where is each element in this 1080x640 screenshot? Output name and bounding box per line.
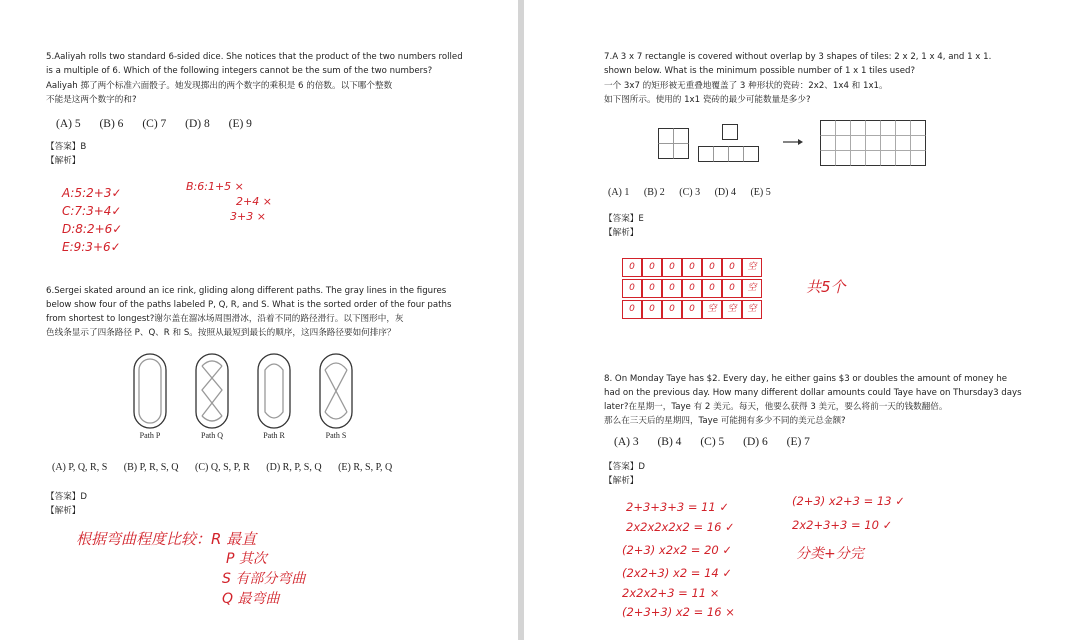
q6-option-a: (A) P, Q, R, S: [52, 462, 108, 473]
q8-hw-l3: (2+3) x2x2 = 20 ✓: [622, 543, 733, 557]
right-page: [524, 0, 1080, 640]
q7-options: [608, 187, 771, 198]
q8-option-e: (E) 7: [786, 436, 810, 448]
q8-answer: 【答案】D: [604, 462, 645, 472]
tile-1x4-figure: [699, 147, 759, 162]
q5-option-d: (D) 8: [185, 118, 210, 130]
grid-outline: [821, 121, 926, 166]
q5-hw-b3: 3+3 ×: [230, 210, 266, 223]
path-q-figure: [196, 354, 228, 428]
grid-cell: 0: [622, 279, 642, 298]
q5-text-zh-1: Aaliyah 掷了两个标准六面骰子。她发现掷出的两个数字的乘积是 6 的倍数。以下哪个整数: [46, 81, 393, 91]
q6-text-en-1: 6.Sergei skated around an ice rink, gliding along different paths. The gray lines in the figures: [46, 286, 447, 296]
caption-path-s: Path S: [325, 431, 347, 440]
grid-cell: 0: [722, 258, 742, 277]
q6-analysis: 【解析】: [46, 506, 81, 516]
q5-analysis: 【解析】: [46, 156, 81, 166]
q8-option-c: (C) 5: [700, 436, 725, 448]
q8-option-b: (B) 4: [657, 436, 682, 448]
q8-hw-l1: 2+3+3+3 = 11 ✓: [626, 500, 730, 514]
grid-cell: 0: [722, 279, 742, 298]
q8-option-d: (D) 6: [743, 436, 768, 448]
grid-cell: 0: [642, 258, 662, 277]
q5-option-a: (A) 5: [56, 118, 81, 130]
q7-option-a: (A) 1: [608, 187, 630, 198]
grid-cell: 0: [662, 258, 682, 277]
q6-options: [52, 462, 392, 473]
q5-options: [56, 118, 268, 130]
q5-hw-b1: B:6:1+5 ×: [186, 180, 244, 193]
q5-hw-b2: 2+4 ×: [236, 195, 272, 208]
q8-analysis: 【解析】: [604, 476, 639, 486]
tiles-figure: [658, 118, 928, 170]
grid-cell: 0: [682, 279, 702, 298]
q5-text-en-1: 5.Aaliyah rolls two standard 6-sided dice. She notices that the product of the two numbers rolled: [46, 52, 463, 62]
q6-text-en-2: below show four of the paths labeled P, Q, R, and S. What is the sorted order of the four paths: [46, 300, 452, 310]
grid-cell: 0: [702, 279, 722, 298]
q8-hw-r3: 分类+分完: [796, 546, 864, 562]
path-p-figure: [134, 354, 166, 428]
q7-option-b: (B) 2: [643, 187, 665, 198]
left-page: [0, 0, 518, 640]
q7-answer-grid: [622, 258, 766, 328]
caption-path-r: Path R: [263, 431, 285, 440]
path-r-figure: [258, 354, 290, 428]
q6-option-b: (B) P, R, S, Q: [123, 462, 179, 473]
q6-text-zh-4: 色线条显示了四条路径 P、Q、R 和 S。按照从最短到最长的顺序，这四条路径要如何排序？: [46, 328, 396, 338]
q7-option-e: (E) 5: [750, 187, 771, 198]
q6-option-c: (C) Q, S, P, R: [195, 462, 250, 473]
path-s-figure: [320, 354, 352, 428]
q6-hw-line1: 根据弯曲程度比较：R 最直: [76, 530, 257, 548]
q8-options: [614, 436, 826, 448]
q6-option-e: (E) R, S, P, Q: [338, 462, 393, 473]
grid-cell: 0: [662, 300, 682, 319]
grid-cell: 0: [662, 279, 682, 298]
tile-2x2-figure: [659, 129, 689, 159]
q5-option-c: (C) 7: [142, 118, 167, 130]
q6-text-en-3: from shortest to longest?谢尔盖在溜冰场周围滑冰，沿着不同的路径滑行。以下图形中，灰: [46, 314, 404, 324]
grid-cell: 0: [682, 258, 702, 277]
q8-option-a: (A) 3: [614, 436, 639, 448]
grid-cell: 空: [702, 300, 722, 319]
caption-path-q: Path Q: [201, 431, 223, 440]
caption-path-p: Path P: [139, 431, 161, 440]
q5-hw-c: C:7:3+4✓: [62, 204, 122, 218]
grid-cell: 0: [642, 279, 662, 298]
q7-analysis: 【解析】: [604, 228, 639, 238]
q8-hw-l2: 2x2x2x2x2 = 16 ✓: [626, 520, 735, 534]
grid-cell: 空: [742, 258, 762, 277]
q7-hw-total: 共5个: [806, 278, 846, 296]
q8-hw-r2: 2x2+3+3 = 10 ✓: [792, 518, 893, 532]
tile-1x1-figure: [723, 125, 738, 140]
q8-hw-l5: 2x2x2+3 = 11 ×: [622, 586, 720, 600]
q5-hw-d: D:8:2+6✓: [62, 222, 123, 236]
q7-text-en-2: shown below. What is the minimum possible number of 1 x 1 tiles used?: [604, 66, 916, 76]
grid-cell: 0: [702, 258, 722, 277]
q7-text-zh-2: 如下图所示。使用的 1x1 瓷砖的最少可能数量是多少?: [604, 95, 811, 105]
q7-answer: 【答案】E: [604, 214, 644, 224]
q7-text-zh-1: 一个 3x7 的矩形被无重叠地覆盖了 3 种形状的瓷砖：2x2、1x4 和 1x1。: [604, 81, 888, 91]
rink-paths-figure: [120, 352, 370, 432]
grid-cell: 0: [642, 300, 662, 319]
grid-cell: 0: [622, 258, 642, 277]
q6-answer: 【答案】D: [46, 492, 87, 502]
q5-hw-a: A:5:2+3✓: [62, 186, 122, 200]
q8-hw-l4: (2x2+3) x2 = 14 ✓: [622, 566, 733, 580]
q5-text-en-2: is a multiple of 6. Which of the following integers cannot be the sum of the two numbers?: [46, 66, 433, 76]
q5-option-e: (E) 9: [228, 118, 252, 130]
grid-cell: 0: [622, 300, 642, 319]
q8-hw-l6: (2+3+3) x2 = 16 ×: [622, 605, 735, 619]
rectangle-3x7-figure: [821, 121, 926, 166]
grid-cell: 空: [742, 300, 762, 319]
q5-option-b: (B) 6: [99, 118, 124, 130]
q6-hw-line3: S 有部分弯曲: [222, 571, 306, 587]
q7-option-d: (D) 4: [714, 187, 736, 198]
q6-option-d: (D) R, P, S, Q: [266, 462, 322, 473]
arrow-icon: [783, 139, 803, 145]
q7-option-c: (C) 3: [679, 187, 701, 198]
grid-cell: 空: [742, 279, 762, 298]
q8-text-zh-4: 那么在三天后的星期四，Taye 可能拥有多少不同的美元总金额?: [604, 416, 846, 426]
q6-hw-line4: Q 最弯曲: [222, 591, 280, 607]
grid-cell: 0: [682, 300, 702, 319]
q5-answer: 【答案】B: [46, 142, 87, 152]
q8-text-en-3: later?在星期一，Taye 有 2 美元。每天，他要么获得 3 美元，要么将前一天的钱数翻倍。: [604, 402, 948, 412]
q7-text-en-1: 7.A 3 x 7 rectangle is covered without overlap by 3 shapes of tiles: 2 x 2, 1 x 4, and 1 x 1.: [604, 52, 992, 62]
q8-text-en-2: had on the previous day. How many different dollar amounts could Taye have on Thursday3 days: [604, 388, 1022, 398]
q5-hw-e: E:9:3+6✓: [62, 240, 121, 254]
q8-hw-r1: (2+3) x2+3 = 13 ✓: [792, 494, 905, 508]
q8-text-en-1: 8. On Monday Taye has $2. Every day, he either gains $3 or doubles the amount of money he: [604, 374, 1008, 384]
q5-text-zh-2: 不能是这两个数字的和?: [46, 95, 137, 105]
grid-cell: 空: [722, 300, 742, 319]
q6-hw-line2: P 其次: [226, 551, 267, 567]
